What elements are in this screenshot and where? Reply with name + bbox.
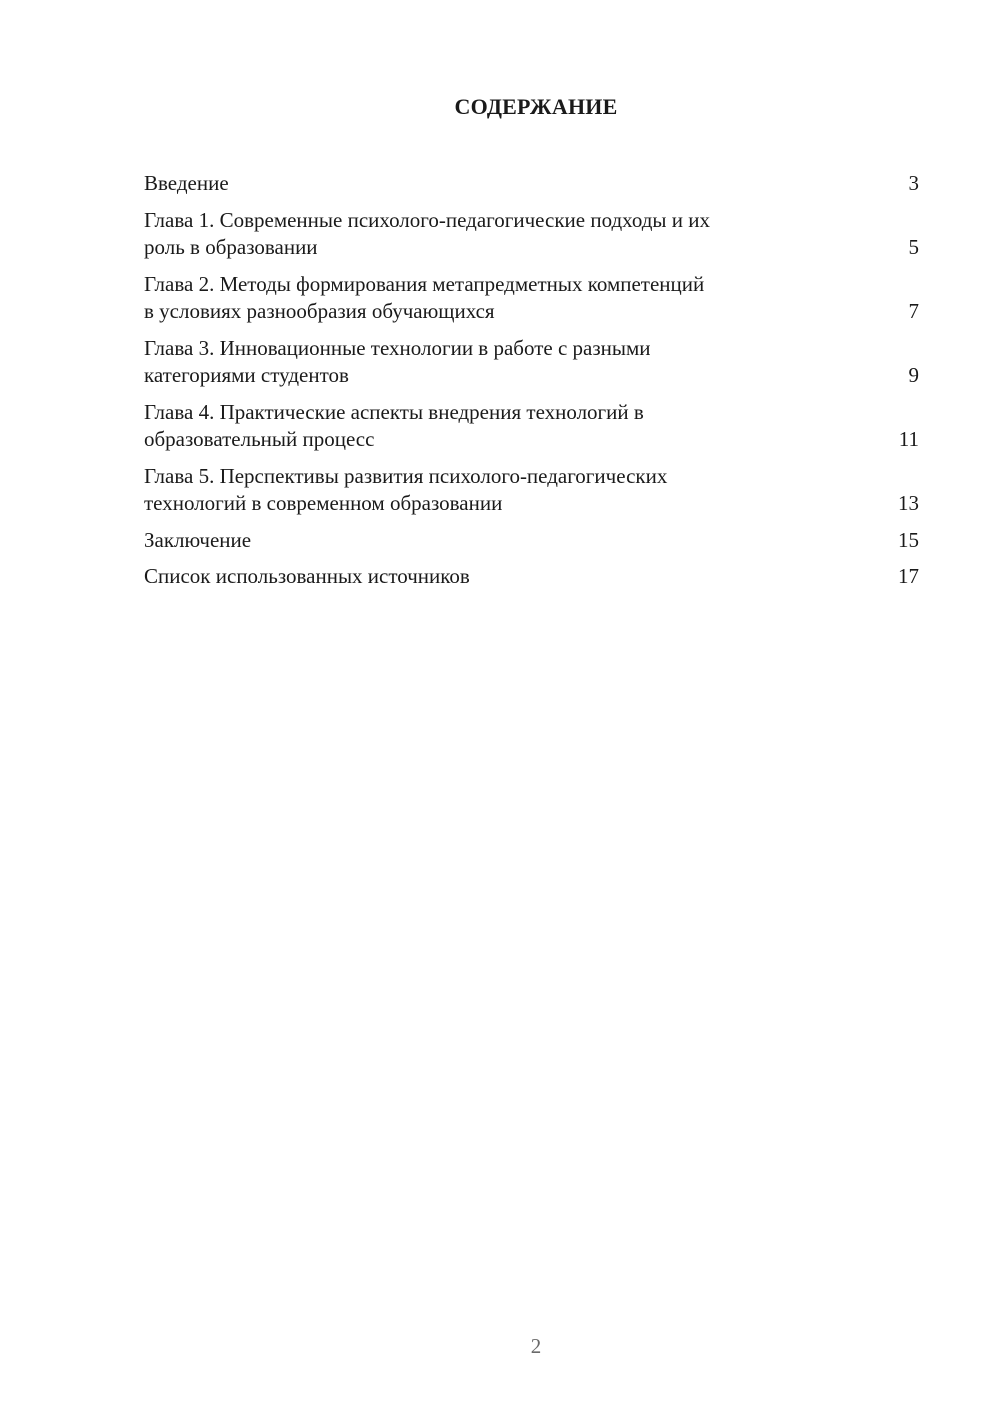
toc-entry-title: [144, 335, 651, 390]
toc-entry-line: Глава 4. Практические аспекты внедрения технологий в: [144, 399, 644, 424]
toc-entry-page: 17: [898, 564, 919, 588]
toc-entry-title: [144, 527, 251, 555]
toc-entry-chapter-4: [144, 399, 919, 454]
toc-entry-line: в условиях разнообразия обучающихся: [144, 299, 495, 323]
toc-entry-page: 7: [908, 299, 919, 323]
toc-entry-line: категориями студентов: [144, 363, 349, 387]
toc-entry-introduction: [144, 170, 919, 198]
toc-entry-page: 9: [908, 363, 919, 387]
toc-entry-page: 13: [898, 491, 919, 515]
table-of-contents: [144, 170, 919, 600]
toc-entry-title: [144, 463, 667, 518]
toc-entry-title: [144, 207, 710, 262]
toc-entry-references: [144, 563, 919, 591]
toc-entry-page: 11: [898, 427, 919, 451]
toc-entry-title: [144, 271, 704, 326]
toc-entry-chapter-1: [144, 207, 919, 262]
toc-entry-page: 3: [908, 171, 919, 195]
toc-entry-line: Глава 3. Инновационные технологии в работе с разными: [144, 335, 651, 360]
toc-entry-chapter-5: [144, 463, 919, 518]
toc-entry-line: технологий в современном образовании: [144, 491, 503, 515]
toc-entry-chapter-2: [144, 271, 919, 326]
toc-entry-line: образовательный процесс: [144, 427, 375, 451]
toc-entry-title: [144, 170, 229, 198]
toc-entry-conclusion: [144, 527, 919, 555]
toc-entry-line: Глава 5. Перспективы развития психолого-педагогических: [144, 463, 668, 488]
toc-entry-line: Введение: [144, 171, 229, 195]
toc-entry-title: [144, 399, 644, 454]
toc-entry-line: роль в образовании: [144, 235, 318, 259]
toc-entry-page: 5: [908, 235, 919, 259]
toc-entry-line: Глава 2. Методы формирования метапредметных компетенций: [144, 271, 705, 296]
toc-entry-line: Глава 1. Современные психолого-педагогические подходы и их: [144, 207, 711, 232]
toc-entry-line: Список использованных источников: [144, 564, 470, 588]
toc-entry-chapter-3: [144, 335, 919, 390]
page-title: СОДЕРЖАНИЕ: [454, 94, 618, 119]
toc-entry-page: 15: [898, 527, 919, 552]
toc-entry-title: [144, 563, 470, 591]
page-number: 2: [530, 1334, 542, 1358]
toc-entry-line: Заключение: [144, 527, 252, 552]
